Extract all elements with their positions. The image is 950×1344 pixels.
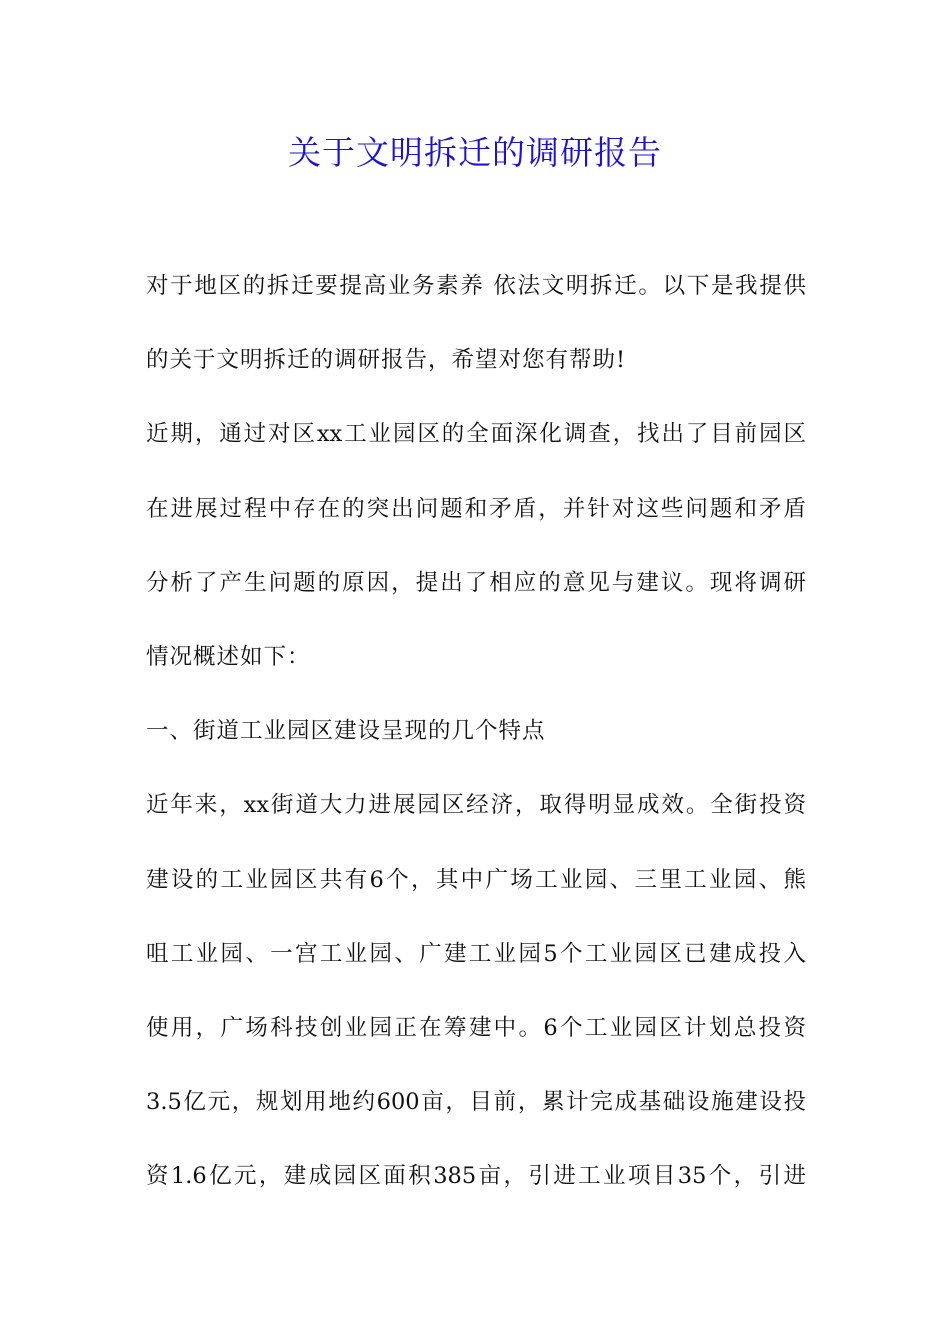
text-line: 建设的工业园区共有6个，其中广场工业园、三里工业园、熊 [146, 867, 806, 893]
text-line: 近年来，xx街道大力进展园区经济，取得明显成效。全街投资 [146, 792, 806, 818]
text-line: 资1.6亿元，建成园区面积385亩，引进工业项目35个，引进 [146, 1163, 806, 1189]
text-line: 使用，广场科技创业园正在筹建中。6个工业园区计划总投资 [146, 1015, 806, 1041]
text-line: 分析了产生问题的原因，提出了相应的意见与建议。现将调研 [146, 570, 806, 596]
text-line: 对于地区的拆迁要提高业务素养 依法文明拆迁。以下是我提供 [146, 273, 806, 299]
text-line: 在进展过程中存在的突出问题和矛盾，并针对这些问题和矛盾 [146, 496, 806, 522]
text-line: 的关于文明拆迁的调研报告，希望对您有帮助! [146, 347, 627, 373]
text-line: 情况概述如下： [146, 644, 311, 670]
text-line: 近期，通过对区xx工业园区的全面深化调查，找出了目前园区 [146, 421, 806, 447]
section-heading: 一、街道工业园区建设呈现的几个特点 [146, 718, 546, 744]
text-line: 3.5亿元，规划用地约600亩，目前，累计完成基础设施建设投 [146, 1089, 806, 1115]
text-line: 咀工业园、一宫工业园、广建工业园5个工业园区已建成投入 [146, 941, 806, 967]
document-title: 关于文明拆迁的调研报告 [288, 133, 662, 172]
